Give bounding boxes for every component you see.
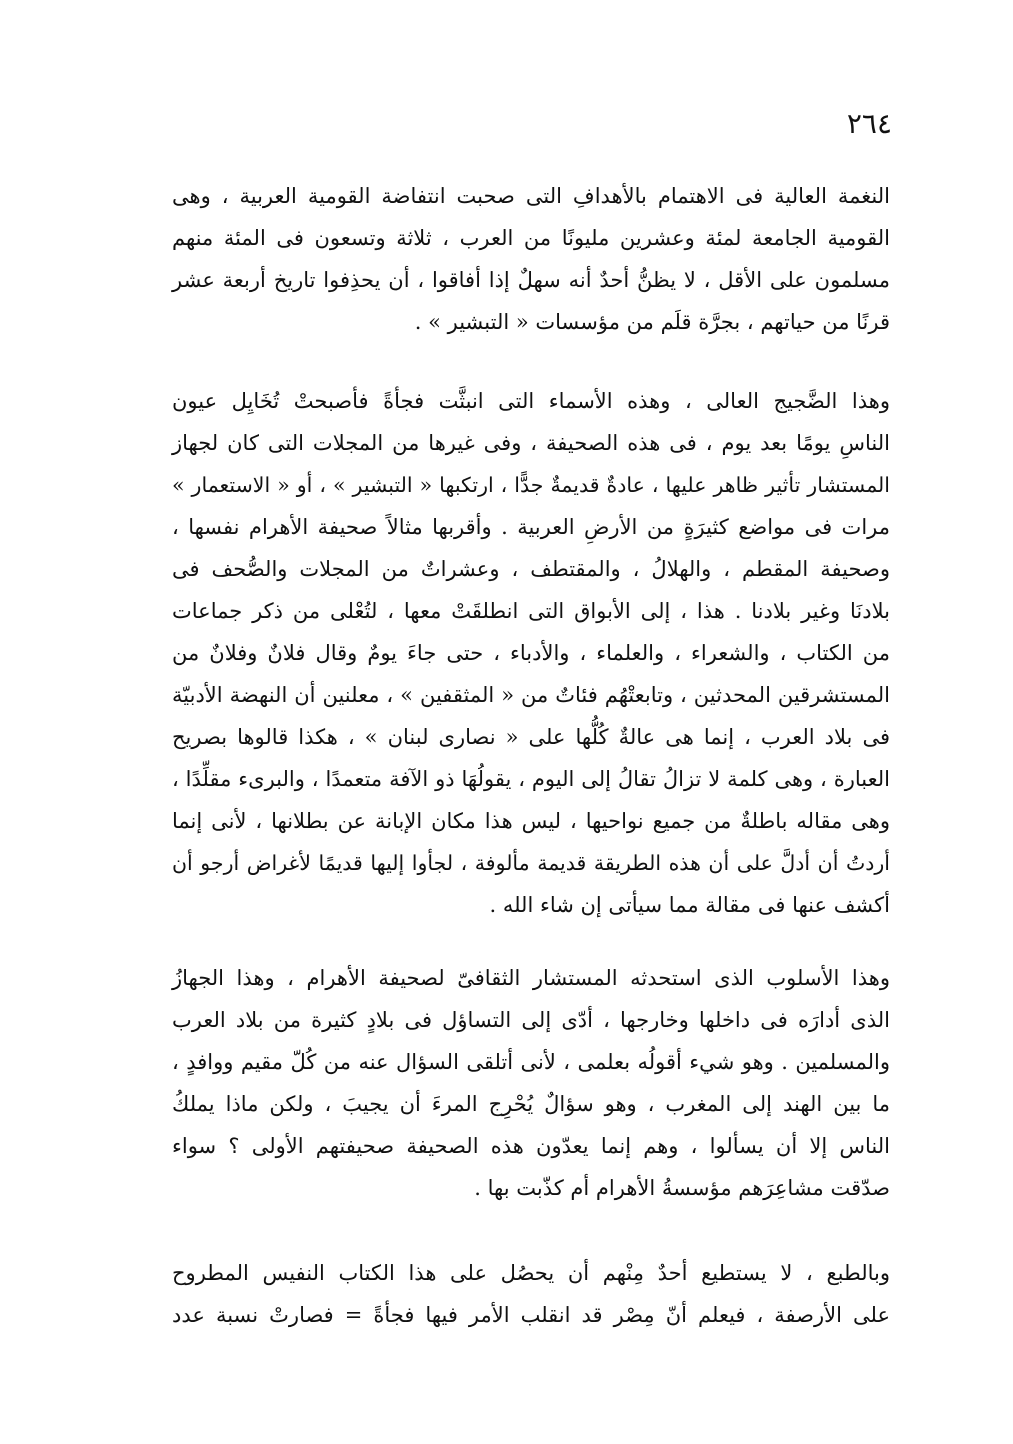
text-line: العبارة ، وهى كلمة لا تزالُ تقالُ إلى اليوم ، يقولُهَا ذو الآفة متعمدًا ، والبرىء مقلِّدًا ، [172, 767, 890, 791]
paragraph-4 [172, 1252, 890, 1336]
text-line: قرنًا من حياتهم ، بجرَّة قلَم من مؤسسات « التبشير » . [414, 310, 890, 334]
paragraph-text [172, 380, 890, 926]
text-line: الذى أدارَه فى داخلها وخارجها ، أدّى إلى التساؤل فى بلادٍ كثيرة من بلاد العرب [172, 1008, 890, 1032]
text-line: الناسِ يومًا بعد يوم ، فى هذه الصحيفة ، وفى غيرها من المجلات التى كان لجهاز [172, 431, 890, 455]
text-line: صدّقت مشاعِرَهم مؤسسةُ الأهرام أم كذّبت بها . [474, 1176, 890, 1200]
text-line: بلادنَا وغير بلادنا . هذا ، إلى الأبواق التى انطلقَتْ معها ، لتُعْلى من ذكر جماعات [172, 599, 890, 623]
text-line: مسلمون على الأقل ، لا يظنُّ أحدٌ أنه سهلٌ إذا أفاقوا ، أن يحذِفوا تاريخ أربعة عشر [172, 268, 890, 292]
text-line: والمسلمين . وهو شيء أقولُه بعلمى ، لأنى أتلقى السؤال عنه من كُلّ مقيم ووافدٍ ، [172, 1050, 890, 1074]
text-line: ما بين الهند إلى المغرب ، وهو سؤالٌ يُحْرِج المرءَ أن يجيبَ ، ولكن ماذا يملكُ [172, 1092, 890, 1116]
text-line: على الأرصفة ، فيعلم أنّ مِصْر قد انقلب الأمر فيها فجأةً = فصارتْ نسبة عدد [172, 1303, 890, 1327]
paragraph-3 [172, 957, 890, 1209]
paragraph-1 [172, 175, 890, 343]
text-line: الناس إلا أن يسألوا ، وهم إنما يعدّون هذه الصحيفة صحيفتهم الأولى ؟ سواء [172, 1134, 890, 1158]
text-line: النغمة العالية فى الاهتمام بالأهدافِ التى صحبت انتفاضة القومية العربية ، وهى [172, 184, 890, 208]
text-line: وصحيفة المقطم ، والهلالُ ، والمقتطف ، وعشراتٌ من المجلات والصُّحف فى [172, 557, 890, 581]
paragraph-2 [172, 380, 890, 926]
text-line: وهذا الأسلوب الذى استحدثه المستشار الثقافىّ لصحيفة الأهرام ، وهذا الجهازُ [172, 966, 890, 990]
paragraph-text [172, 175, 890, 343]
text-line: مرات فى مواضع كثيرَةٍ من الأرضِ العربية . وأقربها مثالاً صحيفة الأهرام نفسها ، [172, 515, 890, 539]
text-line: من الكتاب ، والشعراء ، والعلماء ، والأدباء ، حتى جاءَ يومٌ وقال فلانٌ وفلانٌ من [172, 641, 890, 665]
text-line: وهى مقاله باطلةٌ من جميع نواحيها ، ليس هذا مكان الإبانة عن بطلانها ، لأنى إنما [172, 809, 890, 833]
paragraph-text [172, 957, 890, 1209]
text-line: أردتُ أن أدلَّ على أن هذه الطريقة قديمة مألوفة ، لجأوا إليها قديمًا لأغراض أرجو أن [172, 851, 890, 875]
paragraph-text [172, 1252, 890, 1336]
text-line: المستشرقين المحدثين ، وتابعتْهُم فئاتٌ من « المثقفين » ، معلنين أن النهضة الأدبيّة [172, 683, 890, 707]
text-line: فى بلاد العرب ، إنما هى عالةٌ كُلُّها على « نصارى لبنان » ، هكذا قالوها بصريح [172, 725, 890, 749]
text-line: أكشف عنها فى مقالة مما سيأتى إن شاء الله . [489, 893, 890, 917]
text-line: وبالطبع ، لا يستطيع أحدٌ مِنْهم أن يحصُل على هذا الكتاب النفيس المطروح [172, 1261, 890, 1285]
text-line: المستشار تأثير ظاهر عليها ، عادةٌ قديمةٌ جدًّا ، ارتكبها « التبشير » ، أو « الاستعمار » [172, 473, 890, 497]
page-number: ٢٦٤ [846, 107, 892, 140]
text-line: القومية الجامعة لمئة وعشرين مليونًا من العرب ، ثلاثة وتسعون فى المئة منهم [172, 226, 890, 250]
text-line: وهذا الضَّجيج العالى ، وهذه الأسماء التى انبثَّت فجأةً فأصبحتْ تُخَايِل عيون [172, 389, 890, 413]
